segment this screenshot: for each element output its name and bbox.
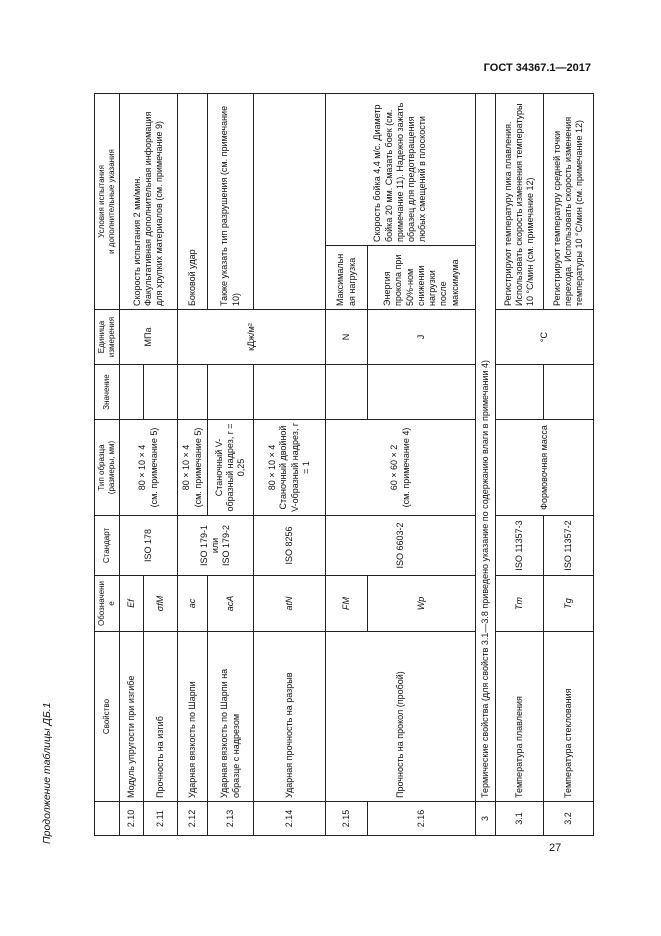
symbol: ac <box>178 576 208 632</box>
conditions-sub: Максимальная нагрузка <box>326 246 368 310</box>
property-name: Модуль упругости при изгибе <box>120 632 144 802</box>
col-header-symbol: Обозначение <box>95 576 120 632</box>
symbol: atN <box>254 576 326 632</box>
row-number: 2.11 <box>144 802 178 836</box>
specimen: Станочный V-образный надрез, r = 0,25 <box>208 420 254 516</box>
value-cell <box>120 365 144 420</box>
property-name: Ударная прочность на разрыв <box>254 632 326 802</box>
table-row <box>120 94 144 836</box>
col-header-unit: Единица измерения <box>95 310 120 365</box>
row-number: 2.10 <box>120 802 144 836</box>
row-number: 2.12 <box>178 802 208 836</box>
unit: N <box>326 310 368 365</box>
row-number: 2.16 <box>368 802 476 836</box>
standard: ISO 11357-2 <box>544 516 594 576</box>
value-cell <box>208 365 254 420</box>
conditions: Скорость бойка 4,4 м/с. Диаметр бойка 20 мм. Смазать боек (см. примечание 11). Надежно зажать образец для предотвращения любых смещений в плоскости <box>326 94 476 246</box>
property-name: Ударная вязкость по Шарпи на образце с надрезом <box>208 632 254 802</box>
unit: МПа <box>120 310 178 365</box>
value-cell <box>326 365 368 420</box>
col-header-property: Свойство <box>95 632 120 802</box>
row-number: 2.15 <box>326 802 368 836</box>
conditions: Скорость испытания 2 мм/мин. Факультативная дополнительная информация для хрупких материалов (см. примечание 9) <box>120 94 178 310</box>
standard: ISO 6603-2 <box>326 516 476 576</box>
col-header-conditions: Условия испытания и дополнительные указания <box>95 94 120 310</box>
section-row <box>476 94 496 836</box>
page-number: 27 <box>549 842 562 854</box>
table-caption: Продолжение таблицы ДБ.1 <box>41 702 53 844</box>
symbol: Ef <box>120 576 144 632</box>
value-cell <box>368 365 476 420</box>
conditions-sub: Энергия прокола при 50%-ном снижении нагрузки после максимума <box>368 246 476 310</box>
table-header-row <box>95 94 120 836</box>
property-name: Температура плавления <box>496 632 544 802</box>
value-cell <box>544 365 594 420</box>
col-header-standard: Стандарт <box>95 516 120 576</box>
symbol: Wp <box>368 576 476 632</box>
row-number: 3.2 <box>544 802 594 836</box>
symbol: σfM <box>144 576 178 632</box>
section-title: Термические свойства (для свойств 3.1—3.8 приведено указание по содержанию влаги в примечании 4) <box>476 94 496 802</box>
unit: кДж/м² <box>178 310 326 365</box>
col-header-value: Значение <box>95 365 120 420</box>
specimen: 80 × 10 × 4 Станочный двойной V-образный надрез, r = 1 <box>254 420 326 516</box>
standard: ISO 11357-3 <box>496 516 544 576</box>
unit: °С <box>496 310 594 365</box>
value-cell <box>144 365 178 420</box>
property-name: Температура стеклования <box>544 632 594 802</box>
value-cell <box>496 365 544 420</box>
table-row <box>326 94 368 836</box>
conditions-empty <box>254 94 326 310</box>
conditions: Регистрируют температуру пика плавления. Использовать скорость изменения температуры 10 °С/мин (см. примечание 12) <box>496 94 544 310</box>
standard: ISO 178 <box>120 516 178 576</box>
table-row <box>254 94 326 836</box>
document-id: ГОСТ 34367.1—2017 <box>483 62 591 74</box>
value-cell <box>254 365 326 420</box>
symbol: Tg <box>544 576 594 632</box>
rotated-table-container <box>94 94 585 836</box>
properties-table <box>94 93 594 836</box>
property-name: Прочность на прокол (пробой) <box>326 632 476 802</box>
specimen: 60 × 60 × 2 (см. примечание 4) <box>326 420 476 516</box>
table-row <box>496 94 544 836</box>
property-name: Ударная вязкость по Шарпи <box>178 632 208 802</box>
row-number: 3.1 <box>496 802 544 836</box>
conditions: Боковой удар <box>178 94 208 310</box>
specimen: 80 × 10 × 4 (см. примечание 5) <box>120 420 178 516</box>
row-number: 2.14 <box>254 802 326 836</box>
standard: ISO 8256 <box>254 516 326 576</box>
col-header-specimen: Тип образца (размеры, мм) <box>95 420 120 516</box>
unit: J <box>368 310 476 365</box>
property-name: Прочность на изгиб <box>144 632 178 802</box>
symbol: FM <box>326 576 368 632</box>
symbol: acA <box>208 576 254 632</box>
row-number: 2.13 <box>208 802 254 836</box>
conditions: Также указать тип разрушения (см. примечание 10) <box>208 94 254 310</box>
specimen: 80 × 10 × 4 (см. примечание 5) <box>178 420 208 516</box>
section-number: 3 <box>476 802 496 836</box>
standard: ISO 179-1 или ISO 179-2 <box>178 516 254 576</box>
conditions: Регистрируют температуру средней точки перехода. Использовать скорость изменения температуры 10 °С/мин (см. примечание 12) <box>544 94 594 310</box>
value-cell <box>178 365 208 420</box>
table-row <box>178 94 208 836</box>
table-row <box>208 94 254 836</box>
symbol: Tm <box>496 576 544 632</box>
specimen: Формовочная масса <box>496 420 594 516</box>
col-header-num <box>95 802 120 836</box>
